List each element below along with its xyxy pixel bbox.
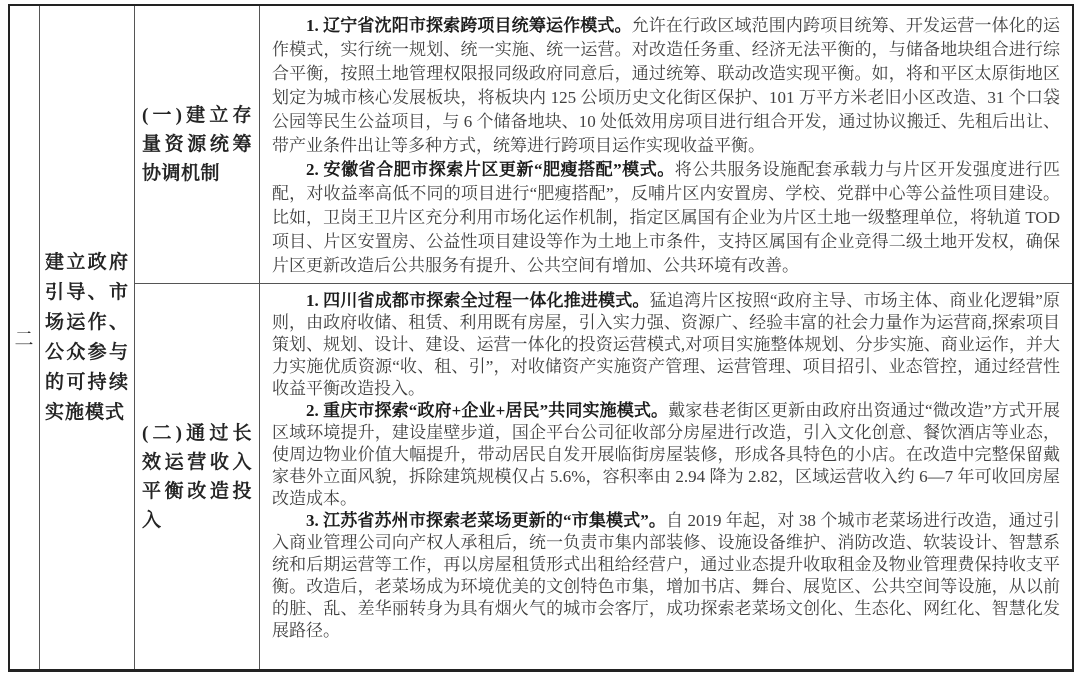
paragraph-body: 自 2019 年起，对 38 个城市老菜场进行改造，通过引入商业管理公司向产权人承租后，统一负责市集内部装修、设施设备维护、消防改造、软装设计、智慧系统和后期运营等工作，再以房屋租赁形式出租给经营户，通过业态提升收取租金及物业管理费保持收支平衡。改造后，老菜场成为环境优美的文创特色市集，增加书店、舞台、展览区、公共空间等设施，从以前的脏、乱、差华丽转身为具有烟火气的城市会客厅，成功探索老菜场文创化、生态化、网红化、智慧化发展路径。 [272, 511, 1060, 640]
paragraph-lead: 2. 重庆市探索“政府+企业+居民”共同实施模式。 [306, 401, 669, 420]
paragraph [272, 400, 1060, 510]
paragraph-lead: 1. 辽宁省沈阳市探索跨项目统筹运作模式。 [306, 16, 632, 35]
paragraph-body: 戴家巷老街区更新由政府出资通过“微改造”方式开展区域环境提升，建设崖壁步道，国企平台公司征收部分房屋进行改造，引入文化创意、餐饮酒店等业态，使周边物业价值大幅提升，带动居民自发开展临街房屋装修，形成各具特色的小店。在改造中完整保留戴家巷外立面风貌，拆除建筑规模仅占 5.6%，容积率由 2.94 降为 2.82，区域运营收入约 6—7 年可收回房屋改造成本。 [272, 401, 1060, 508]
paragraph-lead: 3. 江苏省苏州市探索老菜场更新的“市集模式”。 [306, 511, 666, 530]
section-2-content-cell [260, 284, 1072, 669]
paragraph-lead: 2. 安徽省合肥市探索片区更新“肥瘦搭配”模式。 [306, 160, 675, 179]
paragraph [272, 14, 1060, 158]
section-1-content-cell [260, 6, 1072, 284]
category-cell [40, 6, 135, 669]
paragraph-lead: 1. 四川省成都市探索全过程一体化推进模式。 [306, 291, 650, 310]
row-number-cell [10, 6, 40, 669]
policy-table [8, 4, 1074, 672]
row-number-label: 二 [14, 329, 35, 350]
category-label: 建立政府引导、市场运作、公众参与的可持续实施模式 [45, 251, 129, 423]
section-2-label-cell [135, 284, 260, 669]
section-1-label-cell [135, 6, 260, 284]
paragraph-body: 猛追湾片区按照“政府主导、市场主体、商业化逻辑”原则，由政府收储、租赁、利用既有房屋，引入实力强、资源广、经验丰富的社会力量作为运营商,探索项目策划、规划、设计、建设、运营一体化的投资运营模式,对项目实施整体规划、分步实施、商业运作，并大力实施优质资源“收、租、引”，对收储资产实施资产管理、运营管理、项目招引、业态管控，通过经营性收益平衡改造投入。 [272, 291, 1060, 398]
section-2-label: (二)通过长效运营收入平衡改造投入 [142, 422, 252, 531]
section-1-label: (一)建立存量资源统筹协调机制 [142, 105, 252, 184]
paragraph-body: 允许在行政区域范围内跨项目统筹、开发运营一体化的运作模式，实行统一规划、统一实施、统一运营。对改造任务重、经济无法平衡的，与储备地块组合进行综合平衡，按照土地管理权限报同级政府同意后，通过统筹、联动改造实现平衡。如，将和平区太原街地区划定为城市核心发展板块，将板块内 125 公顷历史文化街区保护、101 万平方米老旧小区改造、31 个口袋公园等民生公益项目，与 6 个储备地块、10 处低效用房项目进行组合开发，通过协议搬迁、先租后出让、带产业条件出让等多种方式，统筹进行跨项目运作实现收益平衡。 [272, 16, 1061, 155]
paragraph [272, 510, 1060, 642]
paragraph-body: 将公共服务设施配套承载力与片区开发强度进行匹配，对收益率高低不同的项目进行“肥瘦搭配”，反哺片区内安置房、学校、党群中心等公益性项目建设。比如，卫岗王卫片区充分利用市场化运作机制，指定区属国有企业为片区土地一级整理单位，将轨道 TOD 项目、片区安置房、公益性项目建设等作为土地上市条件，支持区属国有企业竞得二级土地开发权，确保片区更新改造后公共服务有提升、公共空间有增加、公共环境有改善。 [272, 160, 1061, 275]
paragraph [272, 158, 1060, 278]
paragraph [272, 290, 1060, 400]
